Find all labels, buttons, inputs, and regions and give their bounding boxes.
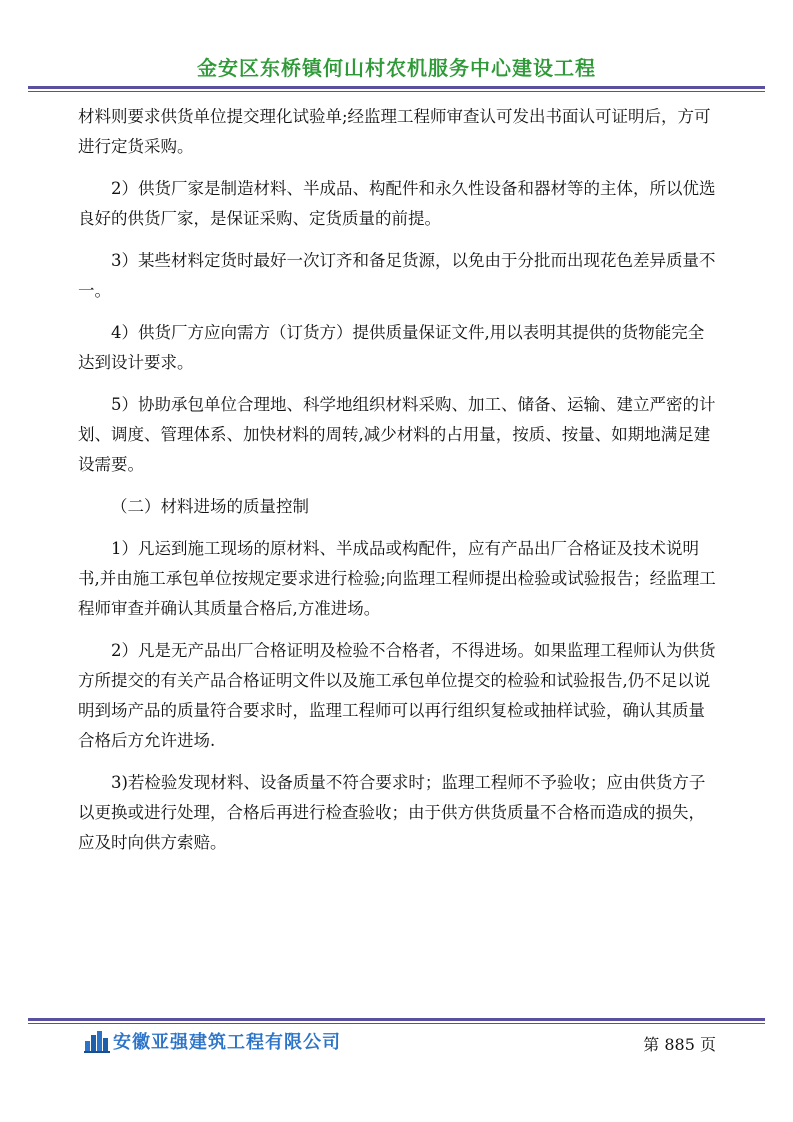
page-footer (0, 1028, 793, 1058)
paragraph: 4）供货厂方应向需方（订货方）提供质量保证文件,用以表明其提供的货物能完全达到设计要求。 (78, 323, 705, 372)
section-heading: （二）材料进场的质量控制 (111, 497, 309, 516)
document-body (78, 102, 718, 870)
paragraph: 3）某些材料定货时最好一次订齐和备足货源，以免由于分批而出现花色差异质量不一。 (78, 251, 716, 300)
paragraph: 1）凡运到施工现场的原材料、半成品或构配件，应有产品出厂合格证及技术说明书,并由施工承包单位按规定要求进行检验;向监理工程师提出检验或试验报告；经监理工程师审查并确认其质量合格后,方准进场。 (78, 539, 716, 618)
header-rule-thin (28, 91, 765, 92)
company-block (84, 1028, 341, 1054)
footer-rule-thick (28, 1018, 765, 1021)
paragraph: 3)若检验发现材料、设备质量不符合要求时；监理工程师不予验收；应由供货方子以更换或进行处理，合格后再进行检查验收；由于供方供货质量不合格而造成的损失，应及时向供方索赔。 (78, 773, 706, 852)
header-title: 金安区东桥镇何山村农机服务中心建设工程 (197, 56, 596, 80)
header-rule-thick (28, 86, 765, 89)
paragraph: 材料则要求供货单位提交理化试验单;经监理工程师审查认可发出书面认可证明后，方可进行定货采购。 (78, 107, 711, 156)
paragraph: 2）供货厂家是制造材料、半成品、构配件和永久性设备和器材等的主体，所以优选良好的供货厂家，是保证采购、定货质量的前提。 (78, 179, 716, 228)
paragraph: 2）凡是无产品出厂合格证明及检验不合格者，不得进场。如果监理工程师认为供货方所提交的有关产品合格证明文件以及施工承包单位提交的检验和试验报告,仍不足以说明到场产品的质量符合要求时，监理工程师可以再行组织复检或抽样试验，确认其质量合格后方允许进场. (78, 641, 716, 750)
building-logo-icon (84, 1029, 110, 1053)
paragraph: 5）协助承包单位合理地、科学地组织材料采购、加工、储备、运输、建立严密的计划、调度、管理体系、加快材料的周转,减少材料的占用量，按质、按量、如期地满足建设需要。 (78, 395, 716, 474)
page-number: 第 885 页 (643, 1035, 716, 1054)
company-name: 安徽亚强建筑工程有限公司 (113, 1032, 341, 1053)
footer-rule-thin (28, 1023, 765, 1024)
